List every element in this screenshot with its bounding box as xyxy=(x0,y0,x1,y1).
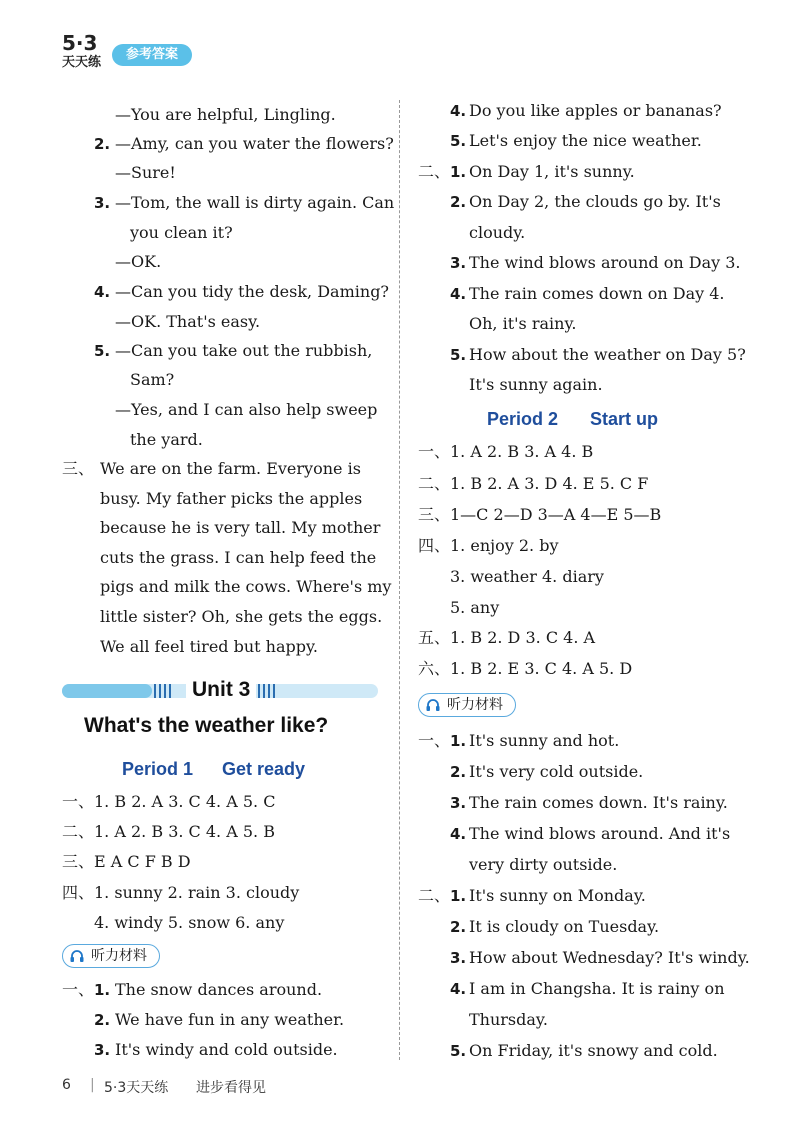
answer-row: 4. windy 5. snow 6. any xyxy=(94,913,285,932)
answer-row: E A C F B D xyxy=(94,852,191,871)
listening-line: On Friday, it's snowy and cold. xyxy=(469,1041,718,1060)
listening-line: I am in Changsha. It is rainy on xyxy=(469,979,725,998)
dialogue-line: —You are helpful, Lingling. xyxy=(115,105,336,124)
answer-row: 1. enjoy 2. by xyxy=(450,536,559,555)
item-number: 5. xyxy=(94,342,111,360)
item-number: 2. xyxy=(450,193,467,211)
listening-label-right xyxy=(418,693,516,717)
listening-line: The snow dances around. xyxy=(115,980,323,999)
svg-text:5·3: 5·3 xyxy=(62,31,98,55)
section-3-label: 三、 xyxy=(62,459,95,478)
listening-line: How about Wednesday? It's windy. xyxy=(469,948,750,967)
dialogue-line: the yard. xyxy=(130,430,203,449)
dialogue-line: —OK. That's easy. xyxy=(115,312,261,331)
section-label: 三、 xyxy=(62,852,95,871)
item-number: 1. xyxy=(450,163,467,181)
answer-row: 1. B 2. D 3. C 4. A xyxy=(450,628,596,647)
section-label: 二、 xyxy=(418,474,451,493)
section-label: 四、 xyxy=(418,536,451,555)
passage-line: We all feel tired but happy. xyxy=(100,636,318,656)
listening-line: The rain comes down. It's rainy. xyxy=(469,793,728,812)
column-divider xyxy=(399,100,400,1060)
footer-slogan: 进步看得见 xyxy=(196,1080,266,1096)
passage-line: pigs and milk the cows. Where's my xyxy=(100,577,392,597)
answer-line: How about the weather on Day 5? xyxy=(469,345,746,364)
answer-row: 1. A 2. B 3. C 4. A 5. B xyxy=(94,822,275,841)
answer-row: 1. B 2. E 3. C 4. A 5. D xyxy=(450,659,633,678)
answer-row: 1. B 2. A 3. D 4. E 5. C F xyxy=(450,474,649,493)
item-number: 1. xyxy=(450,732,467,750)
period-1-label: Period 1 xyxy=(122,759,194,779)
passage-line: We are on the farm. Everyone is xyxy=(100,459,361,478)
listening-line: It's windy and cold outside. xyxy=(115,1040,338,1059)
listening-line: Thursday. xyxy=(469,1010,548,1029)
listening-line: We have fun in any weather. xyxy=(115,1010,345,1029)
item-number: 4. xyxy=(450,285,467,303)
dialogue-line: —Can you tidy the desk, Daming? xyxy=(115,282,390,301)
section-label: 二、 xyxy=(418,162,451,181)
section-label: 三、 xyxy=(418,505,451,524)
item-number: 4. xyxy=(450,980,467,998)
item-number: 4. xyxy=(450,825,467,843)
headphones-icon xyxy=(69,948,85,964)
item-number: 2. xyxy=(94,135,111,153)
listening-line: The wind blows around. And it's xyxy=(469,824,731,843)
unit-subtitle: What's the weather like? xyxy=(84,714,329,737)
section-label: 五、 xyxy=(418,628,451,647)
answer-row: 1. B 2. A 3. C 4. A 5. C xyxy=(94,792,276,811)
item-number: 3. xyxy=(450,254,467,272)
dialogue-line: —Sure! xyxy=(115,163,176,182)
item-number: 2. xyxy=(450,763,467,781)
answer-row: 1—C 2—D 3—A 4—E 5—B xyxy=(450,505,662,524)
footer-series: 5·3天天练 xyxy=(104,1080,169,1096)
dialogue-line: —OK. xyxy=(115,252,162,271)
period-2-title: Start up xyxy=(590,409,659,429)
answer-row: 5. any xyxy=(450,598,500,617)
dialogue-line: —Tom, the wall is dirty again. Can xyxy=(115,193,395,212)
dialogue-line: —Amy, can you water the flowers? xyxy=(115,134,394,153)
answer-row: 1. A 2. B 3. A 4. B xyxy=(450,442,594,461)
item-number: 4. xyxy=(450,102,467,120)
answer-line: cloudy. xyxy=(469,223,526,242)
item-number: 2. xyxy=(450,918,467,936)
dialogue-line: —Can you take out the rubbish, xyxy=(115,341,373,360)
answer-line: On Day 2, the clouds go by. It's xyxy=(469,192,721,211)
item-number: 5. xyxy=(450,1042,467,1060)
listening-label-text: 听力材料 xyxy=(447,697,503,713)
listening-line: very dirty outside. xyxy=(469,855,618,874)
listening-line: It's sunny on Monday. xyxy=(469,886,646,905)
answer-key-tag: 参考答案 xyxy=(112,44,192,66)
answer-line: Let's enjoy the nice weather. xyxy=(469,131,702,150)
section-label: 一、 xyxy=(62,792,95,811)
period-2-label: Period 2 xyxy=(487,409,559,429)
item-number: 3. xyxy=(94,194,111,212)
answer-row: 3. weather 4. diary xyxy=(450,567,604,586)
passage-line: because he is very tall. My mother xyxy=(100,518,381,538)
answer-line: The rain comes down on Day 4. xyxy=(469,284,725,303)
passage-line: busy. My father picks the apples xyxy=(100,488,363,508)
item-number: 1. xyxy=(94,981,111,999)
answer-line: Oh, it's rainy. xyxy=(469,314,577,333)
section-label: 二、 xyxy=(62,822,95,841)
section-label: 一、 xyxy=(418,731,451,750)
passage-line: cuts the grass. I can help feed the xyxy=(100,547,377,567)
dialogue-line: —Yes, and I can also help sweep xyxy=(115,400,378,419)
item-number: 4. xyxy=(94,283,111,301)
page-number: 6 xyxy=(62,1077,71,1093)
answer-line: The wind blows around on Day 3. xyxy=(469,253,741,272)
dialogue-line: you clean it? xyxy=(130,223,233,242)
item-number: 1. xyxy=(450,887,467,905)
section-label: 四、 xyxy=(62,883,95,902)
item-number: 2. xyxy=(94,1011,111,1029)
answer-line: It's sunny again. xyxy=(469,375,603,394)
dialogue-line: Sam? xyxy=(130,370,175,389)
unit-title: Unit 3 xyxy=(186,678,256,702)
passage-line: little sister? Oh, she gets the eggs. xyxy=(100,607,383,626)
logo-icon xyxy=(60,28,108,70)
listening-line: It's sunny and hot. xyxy=(469,731,620,750)
period-1-title: Get ready xyxy=(222,759,306,779)
section-label: 一、 xyxy=(62,980,95,999)
section-label: 六、 xyxy=(418,659,451,678)
listening-line: It's very cold outside. xyxy=(469,762,644,781)
item-number: 5. xyxy=(450,132,467,150)
headphones-icon xyxy=(425,697,441,713)
item-number: 3. xyxy=(450,794,467,812)
section-label: 一、 xyxy=(418,442,451,461)
listening-line: It is cloudy on Tuesday. xyxy=(469,917,660,936)
item-number: 3. xyxy=(94,1041,111,1059)
listening-label-left xyxy=(62,944,160,968)
item-number: 3. xyxy=(450,949,467,967)
listening-label-text: 听力材料 xyxy=(91,948,147,964)
answer-line: Do you like apples or bananas? xyxy=(469,101,722,120)
footer-separator: | xyxy=(90,1077,95,1093)
answer-line: On Day 1, it's sunny. xyxy=(469,162,635,181)
answer-row: 1. sunny 2. rain 3. cloudy xyxy=(94,883,300,902)
section-label: 二、 xyxy=(418,886,451,905)
svg-text:天天练: 天天练 xyxy=(62,55,102,70)
item-number: 5. xyxy=(450,346,467,364)
